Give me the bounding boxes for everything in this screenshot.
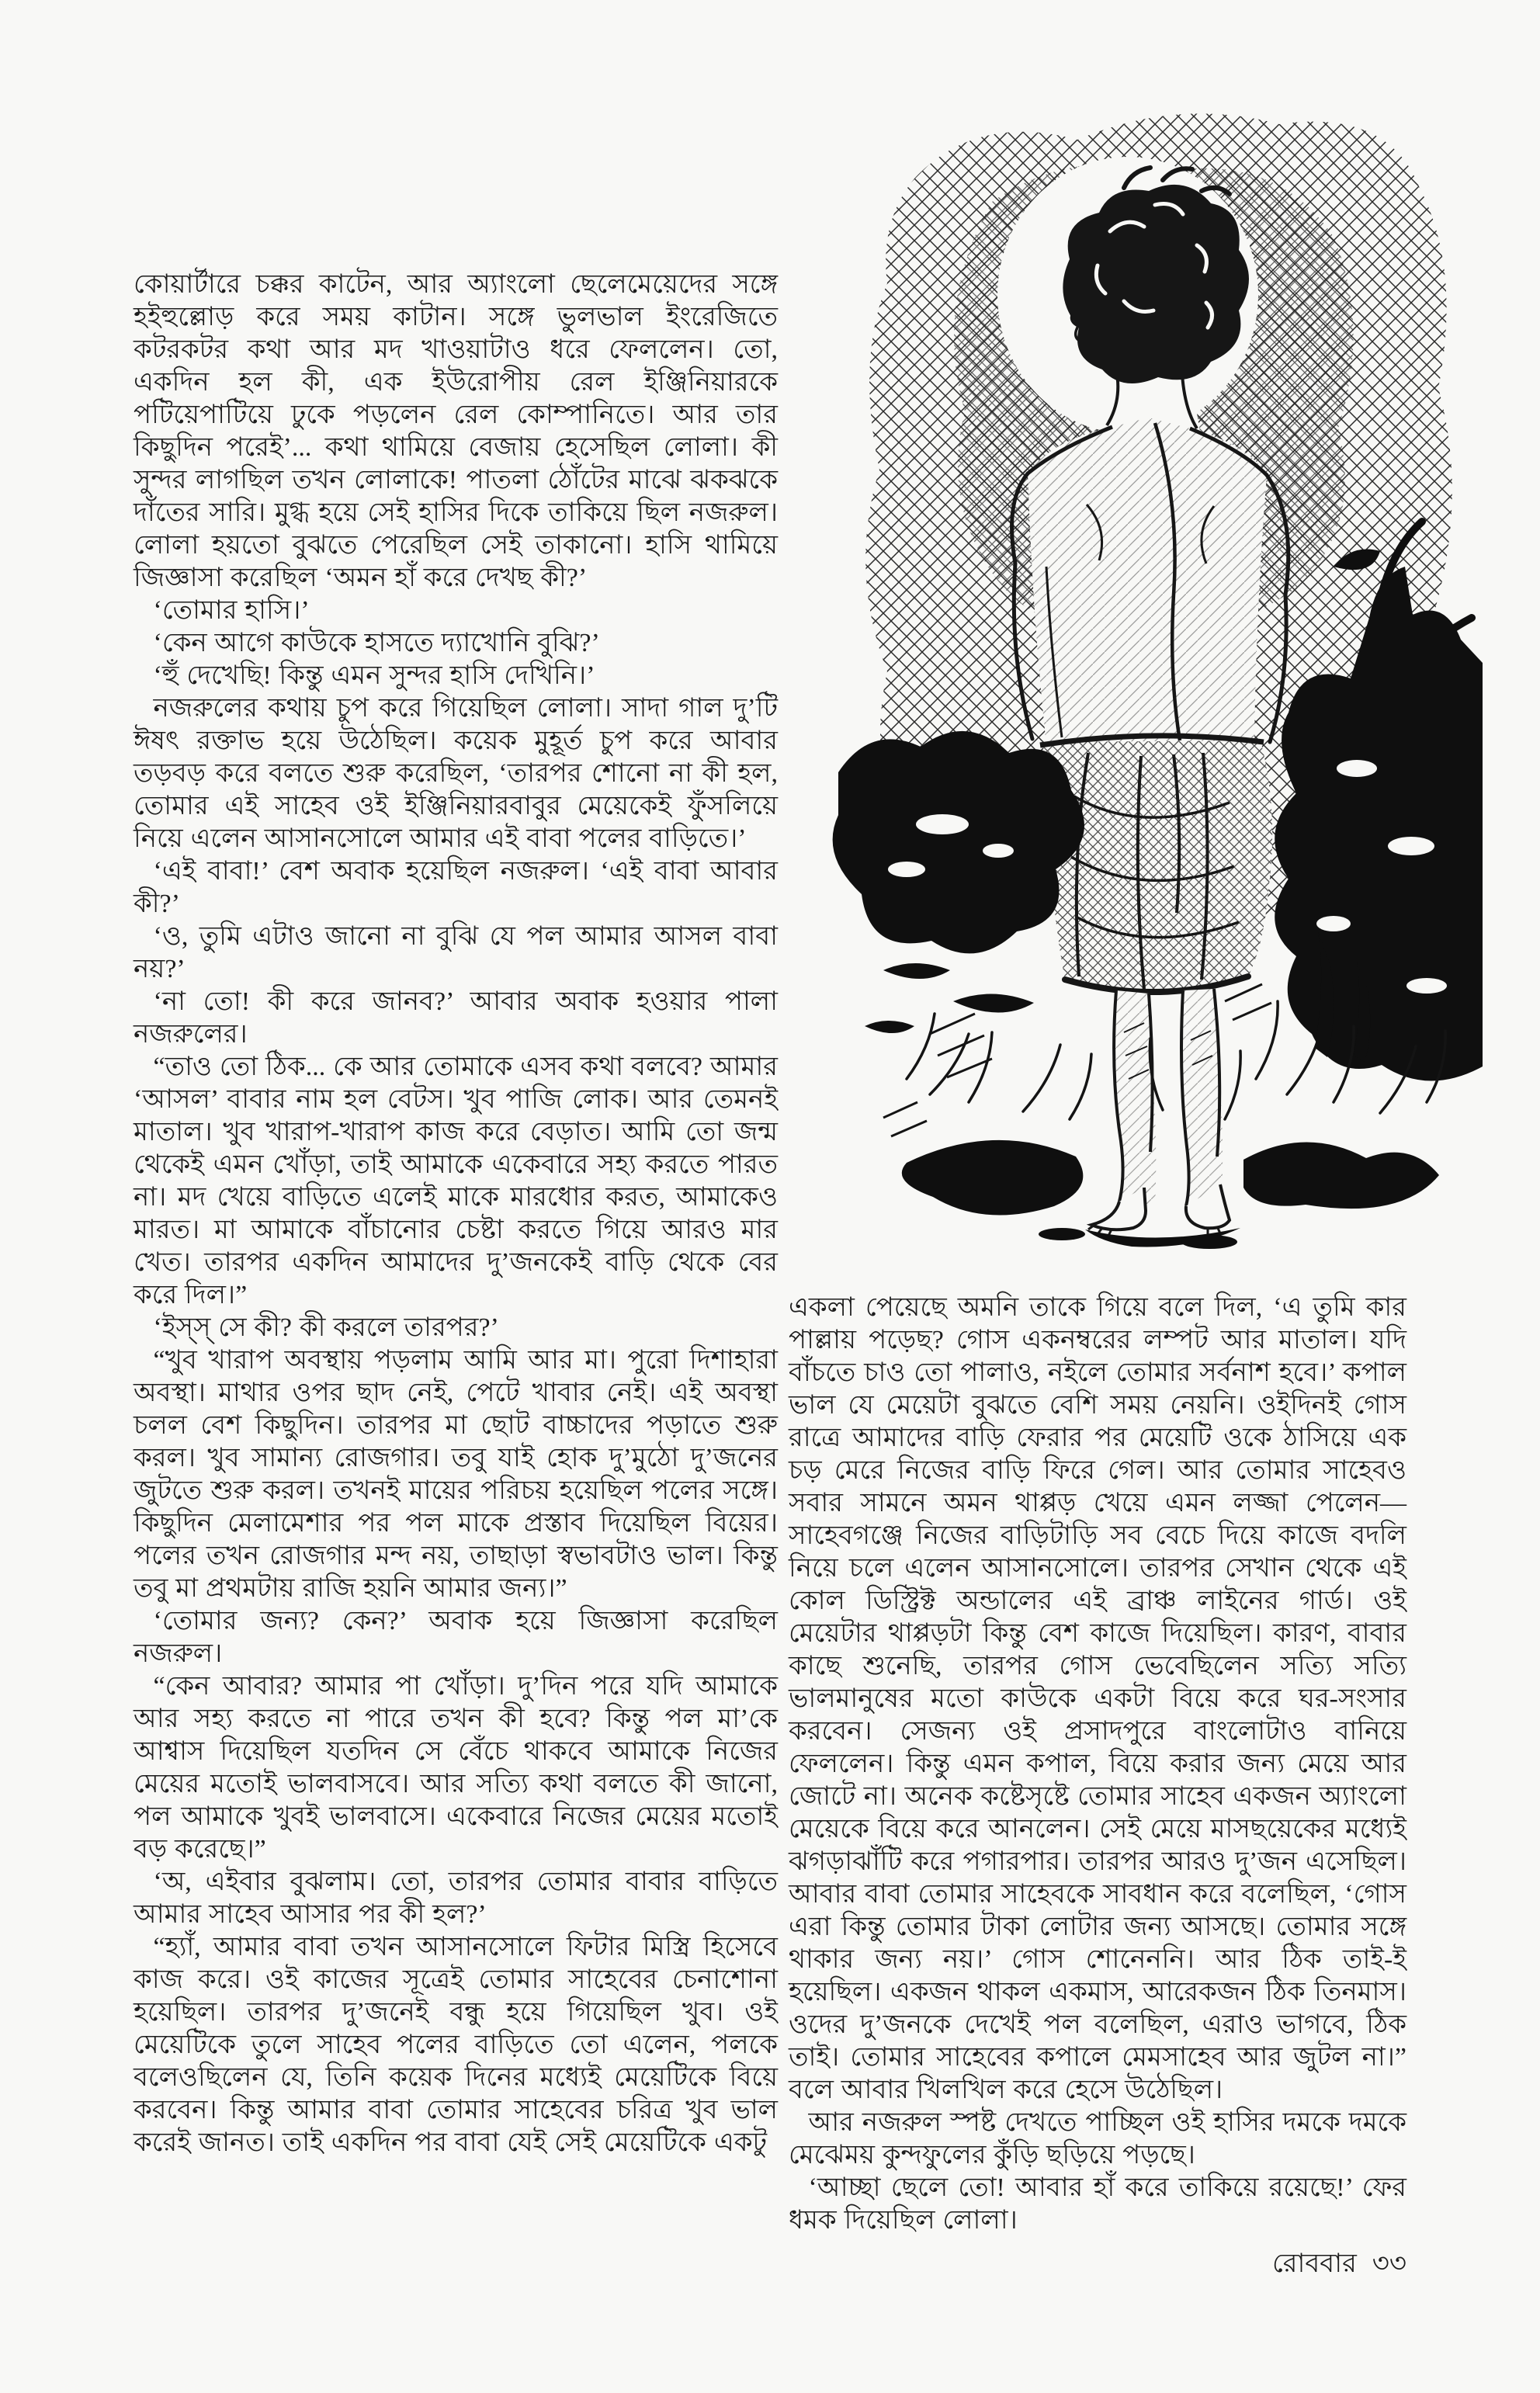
legs xyxy=(1088,989,1230,1236)
left-bush xyxy=(833,731,1084,1033)
paragraph: ‘তোমার হাসি।’ xyxy=(153,596,310,625)
page-footer xyxy=(789,2248,1406,2280)
paragraph: “হ্যাঁ, আমার বাবা তখন আসানসোলে ফিটার মিস্ত্রি হিসেবে কাজ করে। ওই কাজের সূত্রেই তোমার সাহেবের চেনাশোনা হয়েছিল। তারপর দু’জনেই বন্ধু হয়ে গিয়েছিল খুব। ওই মেয়েটিকে তুলে সাহেব পলের বাড়িতে তো এলেন, পলকে বলেওছিলেন যে, তিনি কয়েক দিনের মধ্যেই মেয়েটিকে বিয়ে করবেন। কিন্তু আমার বাবা তোমার সাহেবের চরিত্র খুব ভাল করেই জানত। তাই একদিন পর বাবা যেই সেই মেয়েটিকে একটু xyxy=(134,1933,778,2157)
paragraph: “কেন আবার? আমার পা খোঁড়া। দু’দিন পরে যদি আমাকে আর সহ্য করতে না পারে তখন কী হবে? কিন্তু পল মা’কে আশ্বাস দিয়েছিল যতদিন সে বেঁচে থাকবে আমাকে নিজের মেয়ের মতোই ভালবাসবে। আর সত্যি কথা বলতে কী জানো, পল আমাকে খুবই ভালবাসে। একেবারে নিজের মেয়ের মতোই বড় করেছে।” xyxy=(134,1672,778,1864)
paragraph: ‘ইস্স্ সে কী? কী করলে তারপর?’ xyxy=(153,1313,499,1342)
paragraph: ‘না তো! কী করে জানব?’ আবার অবাক হওয়ার পালা নজরুলের। xyxy=(134,987,778,1049)
paragraph: ‘তোমার জন্য? কেন?’ অবাক হয়ে জিজ্ঞাসা করেছিল নজরুল। xyxy=(134,1607,778,1668)
paragraph: ‘অ, এইবার বুঝলাম। তো, তারপর তোমার বাবার বাড়িতে আমার সাহেব আসার পর কী হল?’ xyxy=(134,1868,778,1929)
dhoti xyxy=(1040,736,1272,994)
right-text-column xyxy=(789,1292,1406,2237)
paragraph: ‘আচ্ছা ছেলে তো! আবার হাঁ করে তাকিয়ে রয়েছে!’ ফের ধমক দিয়েছিল লোলা। xyxy=(789,2173,1406,2235)
paragraph: ‘এই বাবা!’ বেশ অবাক হয়েছিল নজরুল। ‘এই বাবা আবার কী?’ xyxy=(134,857,778,918)
paragraph: ‘কেন আগে কাউকে হাসতে দ্যাখোনি বুঝি?’ xyxy=(153,629,600,657)
ground xyxy=(902,1140,1439,1249)
paragraph: “খুব খারাপ অবস্থায় পড়লাম আমি আর মা। পুরো দিশাহারা অবস্থা। মাথার ওপর ছাদ নেই, পেটে খাবার নেই। এই অবস্থা চলল বেশ কিছুদিন। তারপর মা ছোট বাচ্চাদের পড়াতে শুরু করল। খুব সামান্য রোজগার। তবু যাই হোক দু’মুঠো দু’জনের জুটতে শুরু করল। তখনই মায়ের পরিচয় হয়েছিল পলের সঙ্গে। কিছুদিন মেলামেশার পর পল মাকে প্রস্তাব দিয়েছিল বিয়ের। পলের তখন রোজগার মন্দ নয়, তাছাড়া স্বভাবটাও ভাল। কিন্তু তবু মা প্রথমটায় রাজি হয়নি আমার জন্য।” xyxy=(134,1346,778,1603)
paragraph: কোয়ার্টারে চক্কর কাটেন, আর অ্যাংলো ছেলেমেয়েদের সঙ্গে হইহুল্লোড় করে সময় কাটান। সঙ্গে ভুলভাল ইংরেজিতে কটরকটর কথা আর মদ খাওয়াটাও ধরে ফেললেন। তো, একদিন হল কী, এক ইউরোপীয় রেল ইঞ্জিনিয়ারকে পটিয়েপাটিয়ে ঢুকে পড়লেন রেল কোম্পানিতে। আর তার কিছুদিন পরেই’... কথা থামিয়ে বেজায় হেসেছিল লোলা। কী সুন্দর লাগছিল তখন লোলাকে! পাতলা ঠোঁটের মাঝে ঝকঝকে দাঁতের সারি। মুগ্ধ হয়ে সেই হাসির দিকে তাকিয়ে ছিল নজরুল। লোলা হয়তো বুঝতে পেরেছিল সেই তাকানো। হাসি থামিয়ে জিজ্ঞাসা করেছিল ‘অমন হাঁ করে দেখছ কী?’ xyxy=(134,270,778,592)
magazine-name: রোববার xyxy=(1272,2249,1357,2278)
story-illustration xyxy=(790,70,1483,1269)
paragraph: নজরুলের কথায় চুপ করে গিয়েছিল লোলা। সাদা গাল দু’টি ঈষৎ রক্তাভ হয়ে উঠেছিল। কয়েক মুহূর্ত চুপ করে আবার তড়বড় করে বলতে শুরু করেছিল, ‘তারপর শোনো না কী হল, তোমার এই সাহেব ওই ইঞ্জিনিয়ারবাবুর মেয়েকেই ফুঁসলিয়ে নিয়ে এলেন আসানসোলে আমার এই বাবা পলের বাড়িতে।’ xyxy=(134,694,778,853)
paragraph: আর নজরুল স্পষ্ট দেখতে পাচ্ছিল ওই হাসির দমকে দমকে মেঝেময় কুন্দফুলের কুঁড়ি ছড়িয়ে পড়ছে। xyxy=(789,2108,1406,2169)
page-number: ৩৩ xyxy=(1372,2249,1406,2278)
paragraph: ‘হুঁ দেখেছি! কিন্তু এমন সুন্দর হাসি দেখিনি।’ xyxy=(153,661,595,690)
paragraph: “তাও তো ঠিক... কে আর তোমাকে এসব কথা বলবে? আমার ‘আসল’ বাবার নাম হল বেটস। খুব পাজি লোক। আর তেমনই মাতাল। খুব খারাপ-খারাপ কাজ করে বেড়াত। আমি তো জন্ম থেকেই এমন খোঁড়া, তাই আমাকে একেবারে সহ্য করতে পারত না। মদ খেয়ে বাড়িতে এলেই মাকে মারধোর করত, আমাকেও মারত। মা আমাকে বাঁচানোর চেষ্টা করতে গিয়ে আরও মার খেত। তারপর একদিন আমাদের দু’জনকেই বাড়ি থেকে বের করে দিল।” xyxy=(134,1053,778,1309)
paragraph: ‘ও, তুমি এটাও জানো না বুঝি যে পল আমার আসল বাবা নয়?’ xyxy=(134,922,778,983)
left-text-column xyxy=(134,269,778,2159)
boy-standing-illustration-svg xyxy=(790,70,1483,1269)
paragraph: একলা পেয়েছে অমনি তাকে গিয়ে বলে দিল, ‘এ তুমি কার পাল্লায় পড়েছ? গোস একনম্বরের লম্পট আর মাতাল। যদি বাঁচতে চাও তো পালাও, নইলে তোমার সর্বনাশ হবে।’ কপাল ভাল যে মেয়েটা বুঝতে বেশি সময় নেয়নি। ওইদিনই গোস রাত্রে আমাদের বাড়ি ফেরার পর মেয়েটি ওকে ঠাসিয়ে এক চড় মেরে নিজের বাড়ি ফিরে গেল। আর তোমার সাহেবও সবার সামনে অমন থাপ্পড় খেয়ে এমন লজ্জা পেলেন—সাহেবগঞ্জে নিজের বাড়িটাড়ি সব বেচে দিয়ে কাজে বদলি নিয়ে চলে এলেন আসানসোলে। তারপর সেখান থেকে এই কোল ডিস্ট্রিক্ট অন্ডালের এই ব্রাঞ্চ লাইনের গার্ড। ওই মেয়েটার থাপ্পড়টা কিন্তু বেশ কাজে দিয়েছিল। কারণ, বাবার কাছে শুনেছি, তারপর গোস ভেবেছিলেন সত্যি সত্যি ভালমানুষের মতো কাউকে একটা বিয়ে করে ঘর-সংসার করবেন। সেজন্য ওই প্রসাদপুরে বাংলোটাও বানিয়ে ফেললেন। কিন্তু এমন কপাল, বিয়ে করার জন্য মেয়ে আর জোটে না। অনেক কষ্টেসৃষ্টে তোমার সাহেব একজন অ্যাংলো মেয়েকে বিয়ে করে আনলেন। সেই মেয়ে মাসছয়েকের মধ্যেই ঝগড়াঝাঁটি করে পগারপার। তারপর আরও দু’জন এসেছিল। আবার বাবা তোমার সাহেবকে সাবধান করে বলেছিল, ‘গোস এরা কিন্তু তোমার টাকা লোটার জন্য আসছে। তোমার সঙ্গে থাকার জন্য নয়।’ গোস শোনেননি। আর ঠিক তাই-ই হয়েছিল। একজন থাকল একমাস, আরেকজন ঠিক তিনমাস। ওদের দু’জনকে দেখেই পল বলেছিল, এরাও ভাগবে, ঠিক তাই। তোমার সাহেবের কপালে মেমসাহেব আর জুটল না।” বলে আবার খিলখিল করে হেসে উঠেছিল। xyxy=(789,1293,1406,2104)
